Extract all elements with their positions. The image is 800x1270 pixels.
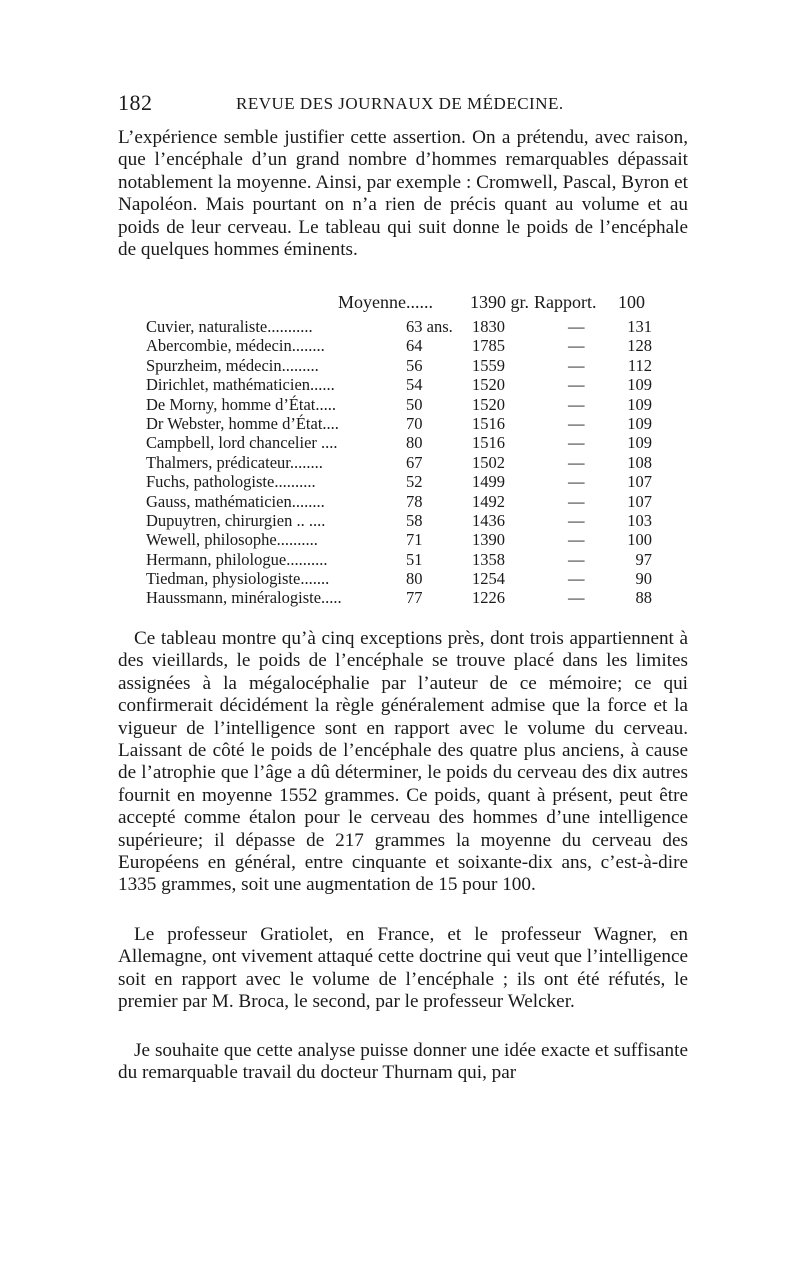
table-row (118, 317, 688, 336)
age-cell: 63 ans. (406, 317, 453, 336)
weight-cell: 1830 (472, 317, 505, 336)
dash-cell: — (568, 433, 585, 453)
person-name-cell: Fuchs, pathologiste.......... (146, 472, 316, 492)
person-name-cell: Dirichlet, mathématicien...... (146, 375, 335, 395)
weight-cell: 1520 (472, 394, 505, 414)
running-title: REVUE DES JOURNAUX DE MÉDECINE. (236, 94, 564, 113)
weight-cell: 1516 (472, 413, 505, 433)
weight-cell: 1499 (472, 472, 505, 492)
age-cell: 70 (406, 413, 423, 433)
age-cell: 58 (406, 510, 423, 530)
dash-cell: — (568, 375, 585, 395)
weight-cell: 1390 (472, 530, 505, 550)
ratio-cell: 128 (627, 336, 652, 356)
table-row (118, 492, 688, 511)
age-cell: 78 (406, 491, 423, 511)
dash-cell: — (568, 549, 585, 569)
age-cell: 67 (406, 452, 423, 472)
weight-cell: 1520 (472, 375, 505, 395)
person-name-cell: De Morny, homme d’État..... (146, 394, 337, 414)
weight-cell: 1516 (472, 433, 505, 453)
table-row (118, 453, 688, 472)
person-name-cell: Tiedman, physiologiste....... (146, 569, 330, 589)
age-cell: 50 (406, 394, 423, 414)
table-row (118, 433, 688, 452)
dash-cell: — (568, 355, 585, 375)
dash-cell: — (568, 336, 585, 356)
person-name-cell: Haussmann, minéralogiste..... (146, 588, 342, 608)
dash-cell: — (568, 317, 585, 336)
ratio-cell: 109 (627, 375, 652, 395)
age-cell: 51 (406, 549, 423, 569)
weight-cell: 1559 (472, 355, 505, 375)
weight-cell: 1226 (472, 588, 505, 608)
dash-cell: — (568, 452, 585, 472)
person-name-cell: Hermann, philologue.......... (146, 549, 328, 569)
ratio-cell: 107 (627, 491, 652, 511)
paragraph-analysis: Ce tableau montre qu’à cinq exceptions près, dont trois appartiennent à des vieillards, le poids de l’encéphale se trouve placé dans les limites assignées à la mégalocéphalie par l’auteur de ce mémoire; ce qui confirmerait décidément la règle généralement admise que la force et la vigueur de l’intelligence sont en rapport avec le volume du cerveau. Laissant de côté le poids de l’encéphale des quatre plus anciens, à cause de l’atrophie que l’âge a dû déterminer, le poids du cerveau des dix autres fournit en moyenne 1552 grammes. Ce poids, quant à présent, peut être accepté comme étalon pour le cerveau des hommes d’une intelligence supérieure; il dépasse de 217 grammes la moyenne du cerveau des Européens en général, entre cinquante et soixante-dix ans, c’est-à-dire 1335 grammes, soit une augmentation de 15 pour 100. (118, 628, 688, 896)
ratio-cell: 97 (635, 549, 652, 569)
ratio-cell: 107 (627, 472, 652, 492)
table-row (118, 414, 688, 433)
page-number: 182 (118, 90, 153, 115)
ratio-cell: 109 (627, 433, 652, 453)
ratio-cell: 112 (627, 355, 652, 375)
person-name-cell: Cuvier, naturaliste........... (146, 317, 313, 336)
table-row (118, 356, 688, 375)
table-row (118, 336, 688, 355)
table-header-row (118, 292, 688, 314)
table-row (118, 395, 688, 414)
ratio-cell: 90 (635, 569, 652, 589)
age-cell: 56 (406, 355, 423, 375)
paragraph-intro: L’expérience semble justifier cette assertion. On a prétendu, avec raison, que l’encéphale d’un grand nombre d’hommes remarquables dépassait notablement la moyenne. Ainsi, par exemple : Cromwell, Pascal, Byron et Napoléon. Mais pourtant on n’a rien de précis quant au volume et au poids de leur cerveau. Le tableau qui suit donne le poids de l’encéphale de quelques hommes éminents. (118, 127, 688, 261)
person-name-cell: Thalmers, prédicateur........ (146, 452, 323, 472)
person-name-cell: Gauss, mathématicien........ (146, 491, 325, 511)
weight-cell: 1254 (472, 569, 505, 589)
ratio-cell: 100 (627, 530, 652, 550)
person-name-cell: Spurzheim, médecin......... (146, 355, 319, 375)
dash-cell: — (568, 588, 585, 608)
age-cell: 64 (406, 336, 423, 356)
dash-cell: — (568, 530, 585, 550)
weight-cell: 1358 (472, 549, 505, 569)
paragraph-conclusion: Je souhaite que cette analyse puisse donner une idée exacte et suffisante du remarquable travail du docteur Thurnam qui, par (118, 1040, 688, 1084)
paragraph-critics: Le professeur Gratiolet, en France, et le professeur Wagner, en Allemagne, ont vivement attaqué cette doctrine qui veut que l’intelligence soit en rapport avec le volume de l’encéphale ; ils ont été réfutés, le premier par M. Broca, le second, par le professeur Welcker. (118, 924, 688, 1013)
person-name-cell: Wewell, philosophe.......... (146, 530, 318, 550)
dash-cell: — (568, 510, 585, 530)
table-row (118, 550, 688, 569)
dash-cell: — (568, 491, 585, 511)
person-name-cell: Dupuytren, chirurgien .. .... (146, 510, 326, 530)
age-cell: 77 (406, 588, 423, 608)
table-row (118, 511, 688, 530)
ratio-cell: 109 (627, 413, 652, 433)
dash-cell: — (568, 569, 585, 589)
age-cell: 52 (406, 472, 423, 492)
ratio-cell: 131 (627, 317, 652, 336)
brain-weight-table (118, 317, 688, 608)
person-name-cell: Abercombie, médecin........ (146, 336, 325, 356)
table-header-label: Moyenne...... (338, 292, 433, 312)
ratio-cell: 103 (627, 510, 652, 530)
ratio-cell: 109 (627, 394, 652, 414)
dash-cell: — (568, 472, 585, 492)
table-row (118, 588, 688, 607)
ratio-cell: 88 (635, 588, 652, 608)
table-row (118, 530, 688, 549)
table-header-ratio-value: 100 (618, 292, 645, 312)
dash-cell: — (568, 394, 585, 414)
weight-cell: 1502 (472, 452, 505, 472)
weight-cell: 1436 (472, 510, 505, 530)
table-header-ratio-label: Rapport. (534, 292, 597, 312)
table-header-weight: 1390 gr. (470, 292, 530, 312)
age-cell: 71 (406, 530, 423, 550)
table-row (118, 569, 688, 588)
age-cell: 80 (406, 569, 423, 589)
table-row (118, 375, 688, 394)
age-cell: 54 (406, 375, 423, 395)
table-row (118, 472, 688, 491)
ratio-cell: 108 (627, 452, 652, 472)
age-cell: 80 (406, 433, 423, 453)
person-name-cell: Dr Webster, homme d’État.... (146, 413, 339, 433)
weight-cell: 1492 (472, 491, 505, 511)
dash-cell: — (568, 413, 585, 433)
person-name-cell: Campbell, lord chancelier .... (146, 433, 338, 453)
weight-cell: 1785 (472, 336, 505, 356)
